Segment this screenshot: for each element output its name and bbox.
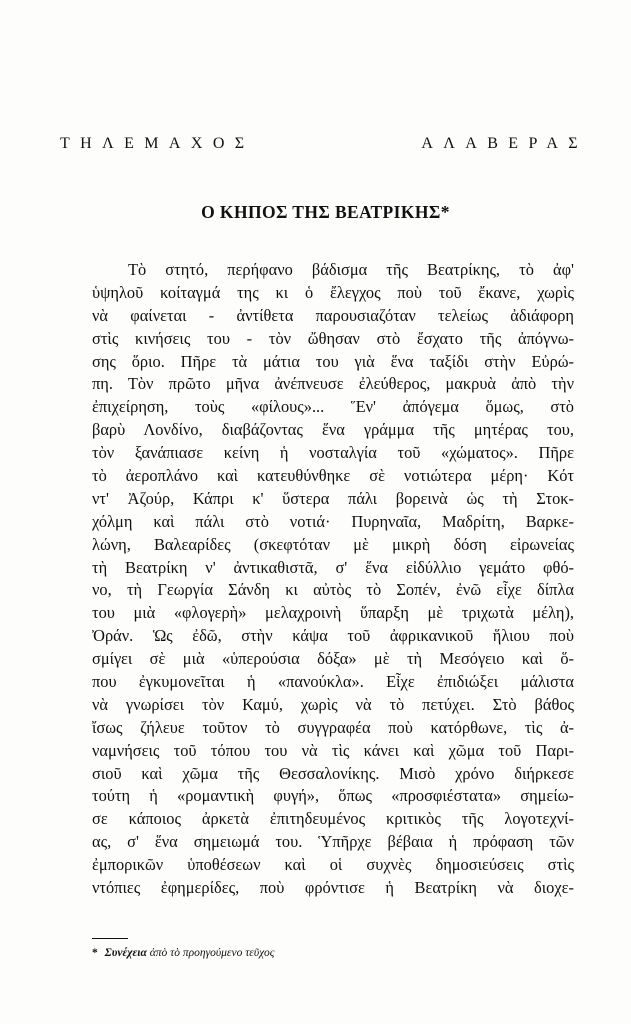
text-line: λώνη, Βαλεαρίδες (σκεφτόταν μὲ μικρὴ δόση εἰρωνείας	[92, 534, 574, 554]
text-line: ντ' Ἀζούρ, Κάπρι κ' ὕστερα πάλι βορεινὰ ὡς τὴ Στοκ-	[92, 488, 574, 508]
text-line: πη. Τὸν πρῶτο μῆνα ἀνέπνευσε ἐλεύθερος, μακρυὰ ἀπὸ τὴν	[92, 374, 574, 394]
text-line: του μιὰ «φλογερὴ» μελαχροινὴ ὕπαρξη μὲ τριχωτὰ μέλη),	[92, 603, 574, 623]
text-line: βαρὺ Λονδίνο, διαβάζοντας ἕνα γράμμα τῆς μητέρας του,	[92, 420, 574, 440]
footnote-marker: *	[92, 947, 98, 959]
running-head-author-last-name: ΑΛΑΒΕΡΑΣ	[421, 135, 588, 152]
running-head-author-first-name: ΤΗΛΕΜΑΧΟΣ	[60, 135, 255, 152]
text-line: νὰ φαίνεται - ἀντίθετα παρουσιαζόταν τελείως ἀδιάφορη	[92, 305, 574, 325]
text-line: ναμνήσεις τοῦ τόπου του νὰ τὶς κάνει καὶ χῶμα τοῦ Παρι-	[92, 740, 574, 760]
story-title: Ο ΚΗΠΟΣ ΤΗΣ ΒΕΑΤΡΙΚΗΣ*	[201, 202, 450, 222]
text-line: σης ὅριο. Πῆρε τὰ μάτια του γιὰ ἕνα ταξίδι στὴν Εὐρώ-	[92, 351, 574, 371]
text-line: ντόπιες ἐφημερίδες, ποὺ φρόντισε ἡ Βεατρίκη νὰ διοχε-	[92, 878, 574, 898]
text-line: σε κάποιος ἀρκετὰ ἐπιτηδευμένος κριτικὸς τῆς λογοτεχνί-	[92, 809, 574, 829]
footnote-rule	[92, 938, 128, 939]
text-line: στὶς κινήσεις του - τὸν ὤθησαν στὸ ἔσχατο τῆς ἀπόγνω-	[92, 328, 574, 348]
text-line: ἴσως ζήλευε τοῦτον τὸ συγγραφέα ποὺ κατόρθωνε, τὶς ἀ-	[92, 717, 574, 737]
text-line: ὑψηλοῦ κοίταγμά της κι ὁ ἔλεγχος ποὺ τοῦ ἔκανε, χωρὶς	[92, 282, 574, 302]
text-line: τὴ Βεατρίκη ν' ἀντικαθιστᾶ, σ' ἕνα εἰδύλλιο γεμάτο φθό-	[92, 557, 574, 577]
footnote-lead: Συνέχεια	[104, 947, 147, 959]
text-line: τὸν ξανάπιασε κείνη ἡ νοσταλγία τοῦ «χώματος». Πῆρε	[92, 443, 574, 463]
text-line: σμίγει σὲ μιὰ «ὑπερούσια δόξα» μὲ τὴ Μεσόγειο καὶ ὅ-	[92, 649, 574, 669]
text-line: νὰ γνωρίσει τὸν Καμύ, χωρὶς νὰ τὸ πετύχει. Στὸ βάθος	[92, 694, 574, 714]
text-line: ας, σ' ἕνα σημειωμά του. Ὑπῆρχε βέβαια ἡ πρόφαση τῶν	[92, 832, 574, 852]
body-text	[92, 259, 574, 900]
text-line: τούτη ἡ «ρομαντικὴ φυγή», ὅπως «προσφιέστατα» σημείω-	[92, 786, 574, 806]
text-line: που ἐγκυμονεῖται ἡ «πανούκλα». Εἶχε ἐπιδιώξει μάλιστα	[92, 672, 574, 692]
text-line: χόλμη καὶ πάλι στὸ νοτιά· Πυρηναῖα, Μαδρίτη, Βαρκε-	[92, 511, 574, 531]
text-line: σιοῦ καὶ χῶμα τῆς Θεσσαλονίκης. Μισὸ χρόνο διήρκεσε	[92, 763, 574, 783]
text-line: ἐπιχείρηση, τοὺς «φίλους»... Ἕν' ἀπόγεμα ὅμως, στὸ	[92, 397, 574, 417]
text-line: ἐμπορικῶν ὑποθέσεων καὶ οἱ συχνὲς δημοσιεύσεις στὶς	[92, 855, 574, 875]
text-line: Ὀράν. Ὡς ἐδῶ, στὴν κάψα τοῦ ἀφρικανικοῦ ἥλιου ποὺ	[92, 626, 574, 646]
text-line: νο, τὴ Γεωργία Σάνδη κι αὐτὸς τὸ Σοπέν, ἐνῶ εἶχε δίπλα	[92, 580, 574, 600]
running-head	[60, 133, 588, 155]
footnote-text: ἀπὸ τὸ προηγούμενο τεῦχος	[149, 947, 275, 959]
text-line: τὸ ἀεροπλάνο καὶ κατευθύνθηκε σὲ νοτιώτερα μέρη· Κότ	[92, 466, 574, 486]
text-line: Τὸ στητό, περήφανο βάδισμα τῆς Βεατρίκης, τὸ ἀφ'	[128, 260, 574, 279]
footnote	[92, 945, 392, 961]
